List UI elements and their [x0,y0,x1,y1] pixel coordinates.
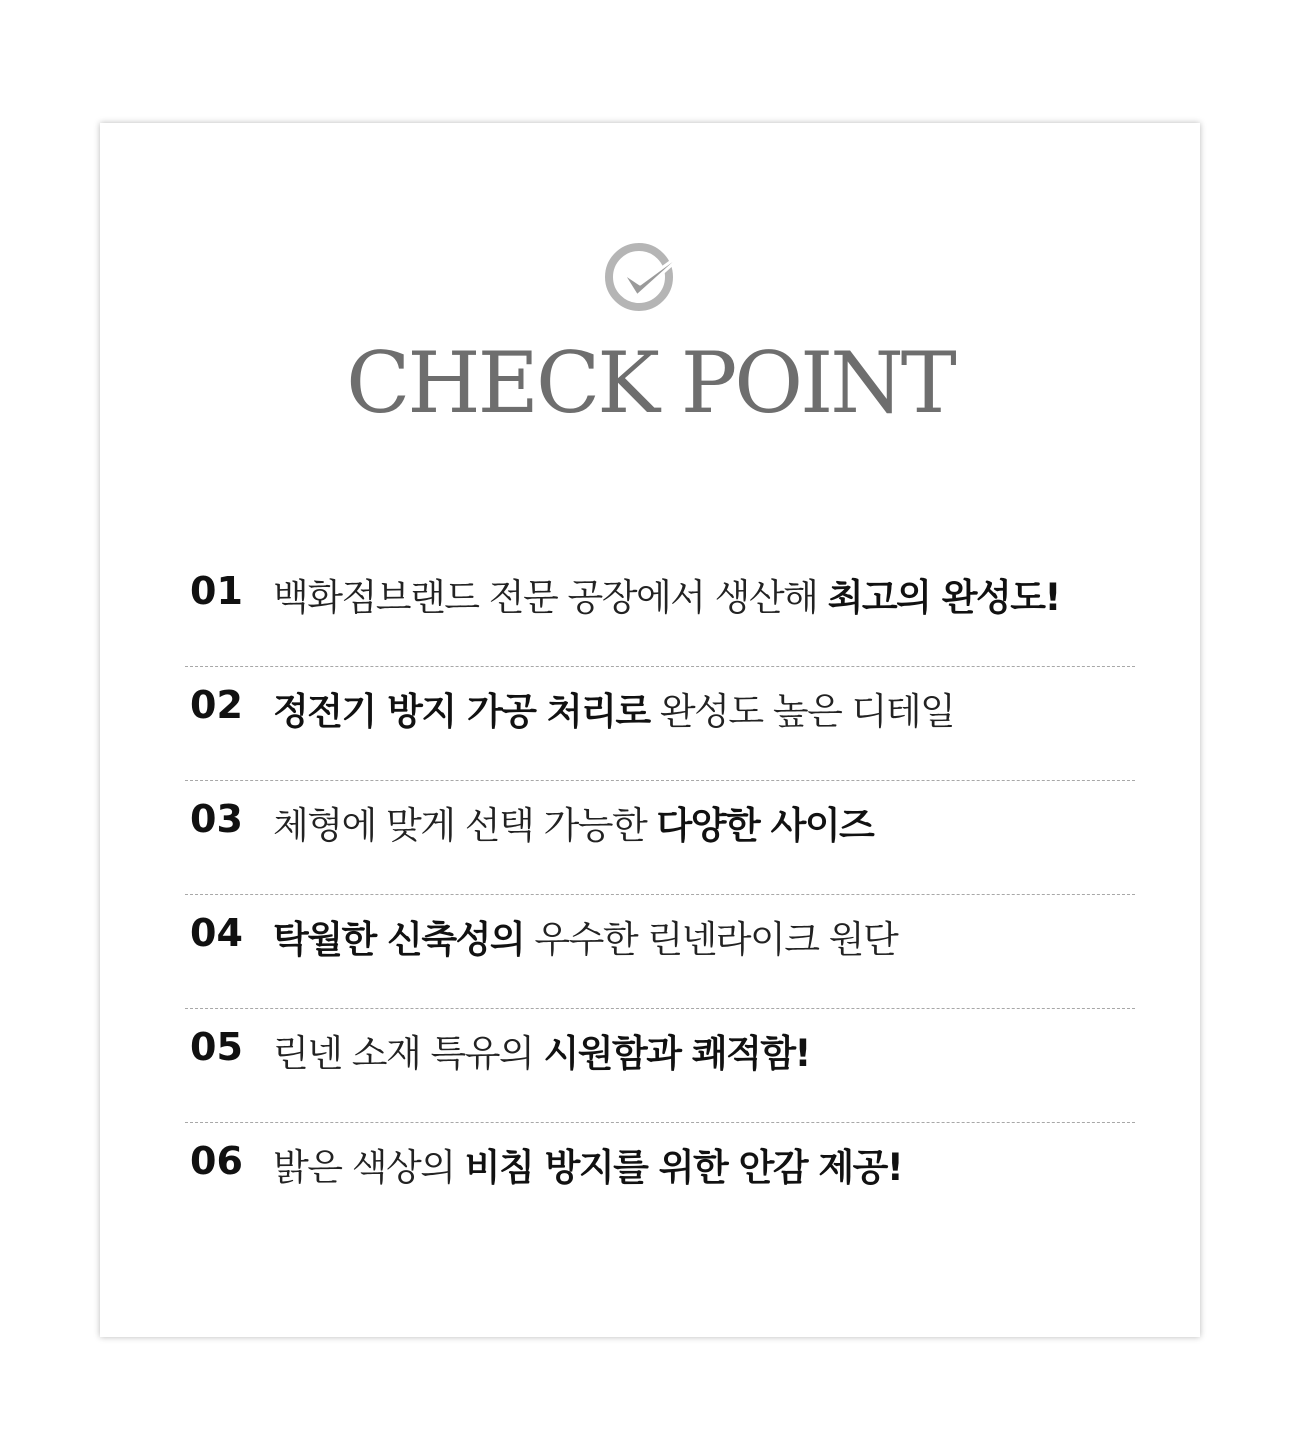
point-number: 01 [190,569,243,613]
point-number: 04 [190,911,243,955]
point-text: 밝은 색상의 비침 방지를 위한 안감 제공! [273,1146,903,1189]
point-text: 정전기 방지 가공 처리로 완성도 높은 디테일 [273,690,955,733]
point-text: 체형에 맞게 선택 가능한 다양한 사이즈 [273,804,874,847]
point-number: 05 [190,1025,243,1069]
list-item [185,553,1135,667]
point-number: 02 [190,683,243,727]
point-number: 03 [190,797,243,841]
list-item [185,895,1135,1009]
check-point-card [100,123,1200,1337]
check-point-list [185,553,1135,1237]
point-text: 린넨 소재 특유의 시원함과 쾌적함! [273,1032,810,1075]
list-item [185,1123,1135,1237]
point-number: 06 [190,1139,243,1183]
point-text: 백화점브랜드 전문 공장에서 생산해 최고의 완성도! [273,576,1060,619]
list-item [185,667,1135,781]
point-text: 탁월한 신축성의 우수한 린넨라이크 원단 [273,918,898,961]
check-circle-icon [602,240,698,320]
page-title: CHECK POINT [346,334,954,432]
list-item [185,1009,1135,1123]
list-item [185,781,1135,895]
